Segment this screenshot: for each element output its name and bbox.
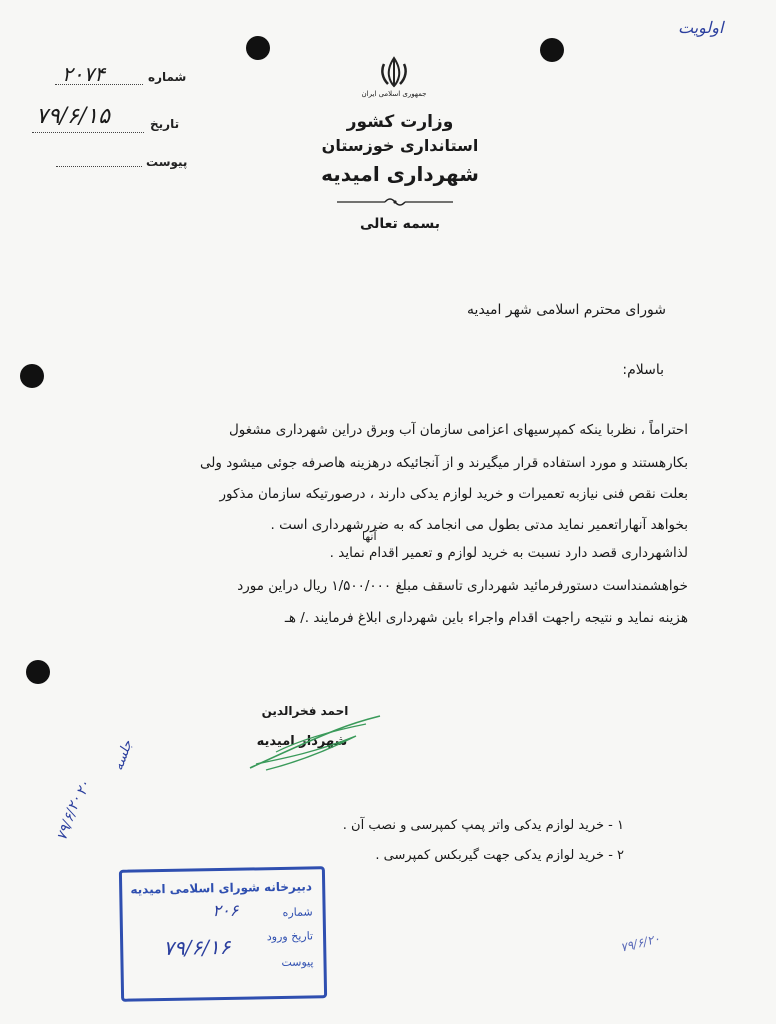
body-line-3: بعلت نقص فنی نیازبه تعمیرات و خرید لوازم یدکی دارند ، درصورتیکه سازمان مذکور bbox=[219, 486, 688, 502]
punch-hole-lower bbox=[26, 660, 50, 684]
greeting: باسلام: bbox=[622, 362, 664, 378]
number-value: ۲۰۷۴ bbox=[62, 62, 105, 86]
body-line-6: خواهشمنداست دستورفرمائید شهرداری تاسقف مبلغ ۱/۵۰۰/۰۰۰ ریال دراین مورد bbox=[237, 578, 688, 594]
attachment-label: پیوست bbox=[146, 155, 188, 169]
bottom-right-note: ۷۹/۶/۲۰ bbox=[618, 931, 662, 955]
secretariat-stamp bbox=[119, 866, 327, 1002]
date-value: ۷۹/۶/۱۵ bbox=[36, 104, 110, 129]
punch-hole-middle bbox=[20, 364, 44, 388]
signer-title: شهردار امیدیه bbox=[256, 734, 348, 749]
attachment-item-2: ۲ - خرید لوازم یدکی جهت گیربکس کمپرسی . bbox=[375, 848, 624, 863]
date-line bbox=[32, 132, 144, 133]
body-line-7: هزینه نماید و نتیجه راجهت اقدام واجراء باین شهرداری ابلاغ فرمایند ./ هـ bbox=[284, 610, 688, 626]
stamp-number-value: ۲۰۶ bbox=[212, 900, 239, 921]
number-line bbox=[55, 84, 143, 85]
margin-note-1: جلسه bbox=[111, 738, 136, 773]
body-line-5: لذاشهرداری قصد دارد نسبت به خرید لوازم و تعمیر اقدام نماید . bbox=[329, 545, 688, 561]
stamp-number-label: شماره bbox=[282, 905, 313, 919]
margin-note-2: ۲۰ bbox=[73, 778, 94, 798]
body-line-1: احتراماً ، نظربا ینکه کمپرسیهای اعزامی سازمان آب وبرق دراین شهرداری مشغول bbox=[228, 422, 688, 438]
stamp-title: دبیرخانه شورای اسلامی امیدیه bbox=[130, 879, 313, 897]
stamp-date-value: ۷۹/۶/۱۶ bbox=[163, 934, 231, 961]
priority-note: اولویت bbox=[678, 18, 724, 37]
iran-emblem-icon bbox=[376, 54, 412, 90]
punch-hole-top-right bbox=[540, 38, 564, 62]
margin-note-3: ۷۹/۶/۲۰ bbox=[53, 793, 86, 843]
date-label: تاریخ bbox=[150, 117, 180, 131]
ornament-divider bbox=[335, 196, 455, 208]
attachment-item-1: ۱ - خرید لوازم یدکی واتر پمپ کمپرسی و نصب آن . bbox=[342, 818, 624, 833]
stamp-attachment-label: پیوست bbox=[281, 955, 314, 969]
province-name: استانداری خوزستان bbox=[321, 136, 479, 155]
attachment-line bbox=[56, 166, 142, 167]
invocation: بسمه تعالی bbox=[359, 216, 441, 232]
body-line-2: بکارهستند و مورد استفاده قرار میگیرند و از آنجائیکه درهزینه هاصرفه جوئی میشود ولی bbox=[200, 455, 688, 471]
number-label: شماره bbox=[148, 70, 187, 84]
municipality-name: شهرداری امیدیه bbox=[321, 162, 479, 186]
emblem-caption: جمهوری اسلامی ایران bbox=[361, 90, 427, 98]
body-line-4: بخواهد آنهاراتعمیر نماید مدتی بطول می انجامد که به ضررشهرداری است . bbox=[270, 517, 688, 533]
recipient: شورای محترم اسلامی شهر امیدیه bbox=[467, 302, 666, 318]
ministry-name: وزارت کشور bbox=[346, 112, 454, 132]
punch-hole-top-left bbox=[246, 36, 270, 60]
signature-scribble-icon bbox=[246, 712, 386, 774]
body-line-5-insert: آنها bbox=[362, 530, 377, 543]
signer-name: احمد فخرالدین bbox=[261, 704, 349, 718]
stamp-date-label: تاریخ ورود bbox=[266, 929, 314, 944]
